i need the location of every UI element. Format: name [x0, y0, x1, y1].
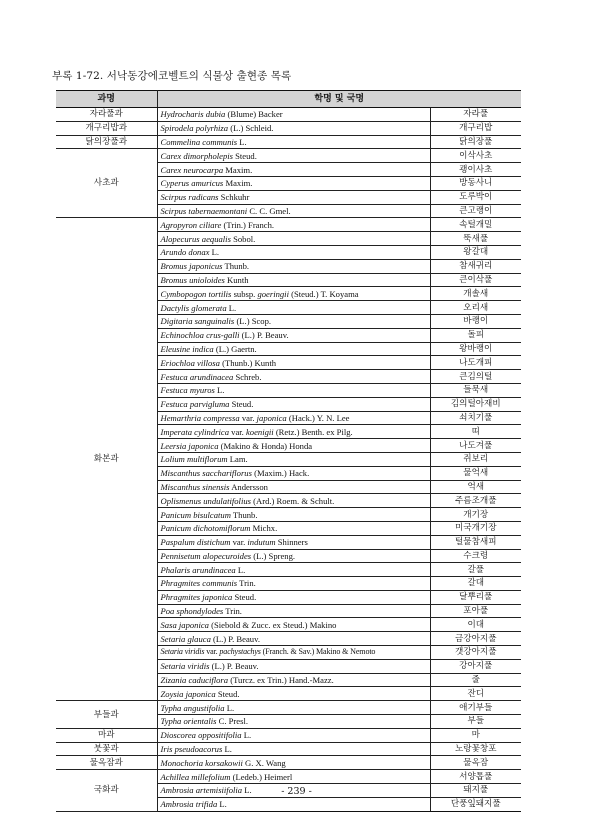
scientific-name-cell: [157, 452, 430, 466]
name-author: Andersson: [231, 481, 268, 492]
scientific-name-cell: [157, 328, 430, 342]
latin-binomial: Commelina communis: [160, 136, 238, 147]
scientific-name-cell: [157, 232, 430, 246]
latin-binomial: Scirpus radicans: [160, 192, 219, 203]
latin-binomial: Miscanthus sinensis: [160, 481, 230, 492]
name-author: subsp.: [233, 288, 256, 299]
latin-binomial: Carex neurocarpa: [160, 164, 224, 175]
family-name-cell: 화본과: [56, 218, 157, 701]
latin-binomial: Panicum bisulcatum: [160, 509, 231, 520]
latin-binomial: Cyperus amuricus: [160, 178, 224, 189]
family-column-header: 과명: [56, 91, 157, 108]
name-author: var.: [231, 426, 244, 437]
latin-binomial: Scirpus tabernaemontani: [160, 205, 248, 216]
latin-binomial: Leersia japonica: [160, 440, 219, 451]
name-author: G. X. Wang: [245, 757, 286, 768]
korean-name-cell: 물억새: [430, 466, 521, 480]
name-author: (Makino & Honda) Honda: [220, 440, 313, 451]
name-author: (Turcz. ex Trin.) Hand.-Mazz.: [230, 675, 334, 686]
name-author: (Steud.) T. Koyama: [291, 288, 359, 299]
korean-name-cell: 억새: [430, 480, 521, 494]
name-author: Steud.: [234, 592, 257, 603]
name-author: (L.) Scop.: [236, 316, 272, 327]
name-author: L.: [217, 385, 225, 396]
latin-binomial: Poa sphondylodes: [160, 606, 224, 617]
korean-name-cell: 개구리밥: [430, 121, 521, 135]
name-author: Maxim.: [225, 178, 253, 189]
name-author: var.: [206, 647, 218, 657]
korean-name-cell: 단풍잎돼지풀: [430, 797, 521, 811]
latin-binomial: Lolium multiflorum: [160, 454, 228, 465]
scientific-name-cell: [157, 797, 430, 811]
name-author: (L.) P. Beauv.: [211, 661, 259, 672]
latin-binomial: Typha orientalis: [160, 716, 217, 727]
name-author: L.: [228, 302, 237, 313]
name-author: L.: [224, 744, 232, 755]
scientific-name-cell: [157, 259, 430, 273]
scientific-name-cell: [157, 521, 430, 535]
scientific-name-cell: [157, 673, 430, 687]
table-row: [56, 728, 521, 742]
latin-binomial: Imperata cylindrica: [160, 426, 229, 437]
name-author: var.: [232, 537, 246, 548]
scientific-name-cell: [157, 397, 430, 411]
name-author: Schkuhr: [220, 192, 250, 203]
name-author: C. C. Gmel.: [249, 205, 291, 216]
scientific-name-cell: [157, 480, 430, 494]
name-author: Kunth: [227, 274, 249, 285]
name-author: Shinners: [277, 537, 308, 548]
scientific-name-cell: [157, 701, 430, 715]
name-author: (Blume) Backer: [227, 109, 283, 120]
latin-binomial: indutum: [247, 537, 276, 548]
latin-binomial: Achillea millefolium: [160, 771, 231, 782]
family-name-cell: 마과: [56, 728, 157, 742]
name-author: Thunb.: [232, 509, 258, 520]
korean-name-cell: 닭의장풀: [430, 135, 521, 149]
latin-binomial: Panicum dichotomiflorum: [160, 523, 251, 534]
name-author: (Siebold & Zucc. ex Steud.) Makino: [211, 619, 337, 630]
korean-name-cell: 갯강아지풀: [430, 646, 521, 660]
name-author: (L.) Spreng.: [253, 550, 296, 561]
korean-name-cell: 부들: [430, 715, 521, 729]
latin-binomial: pachystachys: [219, 647, 261, 657]
scientific-name-cell: [157, 163, 430, 177]
scientific-name-cell: [157, 121, 430, 135]
korean-name-cell: 나도겨풀: [430, 439, 521, 453]
name-author: L.: [219, 799, 227, 810]
table-row: [56, 135, 521, 149]
latin-binomial: Monochoria korsakowii: [160, 757, 243, 768]
name-column-header: 학명 및 국명: [157, 91, 521, 108]
name-author: (Hack.) Y. N. Lee: [288, 412, 350, 423]
name-author: L.: [226, 702, 235, 713]
scientific-name-cell: [157, 370, 430, 384]
korean-name-cell: 왕바랭이: [430, 342, 521, 356]
name-author: Steud.: [217, 688, 240, 699]
korean-name-cell: 참새귀리: [430, 259, 521, 273]
scientific-name-cell: [157, 108, 430, 122]
scientific-name-cell: [157, 715, 430, 729]
latin-binomial: Ambrosia artemisiifolia: [160, 785, 243, 796]
scientific-name-cell: [157, 659, 430, 673]
korean-name-cell: 속털개밀: [430, 218, 521, 232]
latin-binomial: Festuca myuros: [160, 385, 215, 396]
latin-binomial: Carex dimorpholepis: [160, 150, 233, 161]
latin-binomial: Phragmites japonica: [160, 592, 233, 603]
scientific-name-cell: [157, 563, 430, 577]
latin-binomial: Typha angustifolia: [160, 702, 225, 713]
korean-name-cell: 도루박이: [430, 190, 521, 204]
name-author: Schreb.: [235, 371, 262, 382]
korean-name-cell: 들묵새: [430, 383, 521, 397]
scientific-name-cell: [157, 287, 430, 301]
latin-binomial: Dactylis glomerata: [160, 302, 227, 313]
scientific-name-cell: [157, 742, 430, 756]
latin-binomial: goeringii: [257, 288, 289, 299]
korean-name-cell: 미국개기장: [430, 521, 521, 535]
korean-name-cell: 띠: [430, 425, 521, 439]
name-author: Sobol.: [233, 233, 256, 244]
korean-name-cell: 자라풀: [430, 108, 521, 122]
scientific-name-cell: [157, 301, 430, 315]
name-author: C. Presl.: [218, 716, 248, 727]
scientific-name-cell: [157, 756, 430, 770]
table-row: [56, 218, 521, 232]
scientific-name-cell: [157, 273, 430, 287]
korean-name-cell: 오리새: [430, 301, 521, 315]
table-row: [56, 149, 521, 163]
table-row: [56, 121, 521, 135]
latin-binomial: Hemarthria compressa: [160, 412, 240, 423]
korean-name-cell: 개기장: [430, 508, 521, 522]
scientific-name-cell: [157, 535, 430, 549]
page-number: - 239 -: [281, 786, 312, 797]
family-name-cell: 개구리밥과: [56, 121, 157, 135]
korean-name-cell: 줄: [430, 673, 521, 687]
latin-binomial: Paspalum distichum: [160, 537, 231, 548]
family-name-cell: 부들과: [56, 701, 157, 729]
latin-binomial: Echinochloa crus-galli: [160, 330, 240, 341]
name-author: L.: [211, 247, 219, 258]
family-name-cell: 사초과: [56, 149, 157, 218]
name-author: (L.) Gaertn.: [215, 343, 257, 354]
korean-name-cell: 괭이사초: [430, 163, 521, 177]
species-table-body: [56, 108, 521, 812]
korean-name-cell: 노랑꽃창포: [430, 742, 521, 756]
scientific-name-cell: [157, 314, 430, 328]
korean-name-cell: 금강아지풀: [430, 632, 521, 646]
scientific-name-cell: [157, 770, 430, 784]
name-author: Trin.: [239, 578, 256, 589]
name-author: L.: [239, 136, 247, 147]
scientific-name-cell: [157, 425, 430, 439]
scientific-name-cell: [157, 176, 430, 190]
scientific-name-cell: [157, 590, 430, 604]
scientific-name-cell: [157, 577, 430, 591]
latin-binomial: Eriochloa villosa: [160, 357, 220, 368]
name-author: (Maxim.) Hack.: [254, 468, 310, 479]
name-author: (Franch. & Sav.) Makino & Nemoto: [262, 647, 376, 657]
family-name-cell: 국화과: [56, 770, 157, 811]
scientific-name-cell: [157, 190, 430, 204]
name-author: (Ard.) Roem. & Schult.: [253, 495, 335, 506]
scientific-name-cell: [157, 149, 430, 163]
korean-name-cell: 포아풀: [430, 604, 521, 618]
korean-name-cell: 애기부들: [430, 701, 521, 715]
table-row: [56, 770, 521, 784]
latin-binomial: Arundo donax: [160, 247, 210, 258]
scientific-name-cell: [157, 342, 430, 356]
scientific-name-cell: [157, 687, 430, 701]
latin-binomial: Eleusine indica: [160, 343, 214, 354]
latin-binomial: Alopecurus aequalis: [160, 233, 231, 244]
scientific-name-cell: [157, 411, 430, 425]
latin-binomial: Festuca parvigluma: [160, 399, 230, 410]
name-author: (Retz.) Benth. ex Pilg.: [275, 426, 353, 437]
family-name-cell: 물옥잠과: [56, 756, 157, 770]
family-name-cell: 자라풀과: [56, 108, 157, 122]
korean-name-cell: 수크령: [430, 549, 521, 563]
table-row: [56, 108, 521, 122]
latin-binomial: Agropyron ciliare: [160, 219, 222, 230]
korean-name-cell: 나도개피: [430, 356, 521, 370]
name-author: Steud.: [231, 399, 254, 410]
scientific-name-cell: [157, 383, 430, 397]
table-row: [56, 756, 521, 770]
name-author: Trin.: [225, 606, 242, 617]
korean-name-cell: 털물참새피: [430, 535, 521, 549]
korean-name-cell: 달뿌리풀: [430, 590, 521, 604]
latin-binomial: Festuca arundinacea: [160, 371, 234, 382]
scientific-name-cell: [157, 439, 430, 453]
scientific-name-cell: [157, 356, 430, 370]
latin-binomial: Setaria viridis: [160, 661, 210, 672]
latin-binomial: Zizania caduciflora: [160, 675, 229, 686]
latin-binomial: Phalaris arundinacea: [160, 564, 236, 575]
latin-binomial: Phragmites communis: [160, 578, 238, 589]
name-author: Thunb.: [224, 261, 250, 272]
species-table: [56, 90, 521, 812]
korean-name-cell: 서양톱풀: [430, 770, 521, 784]
scientific-name-cell: [157, 549, 430, 563]
korean-name-cell: 큰고랭이: [430, 204, 521, 218]
scientific-name-cell: [157, 494, 430, 508]
latin-binomial: Hydrocharis dubia: [160, 109, 226, 120]
latin-binomial: japonica: [256, 412, 287, 423]
name-author: Steud.: [235, 150, 257, 161]
korean-name-cell: 쇠치기풀: [430, 411, 521, 425]
latin-binomial: Digitaria sanguinalis: [160, 316, 235, 327]
latin-binomial: Cymbopogon tortilis: [160, 288, 232, 299]
name-author: (L.) P. Beauv.: [241, 330, 289, 341]
latin-binomial: Pennisetum alopecuroides: [160, 550, 252, 561]
korean-name-cell: 주름조개풀: [430, 494, 521, 508]
korean-name-cell: 왕갈대: [430, 245, 521, 259]
korean-name-cell: 뚝새풀: [430, 232, 521, 246]
latin-binomial: Ambrosia trifida: [160, 799, 218, 810]
name-author: L.: [244, 785, 252, 796]
name-author: var.: [241, 412, 255, 423]
table-caption: 부록 1-72. 서낙동강에코벨트의 식물상 출현종 목록: [52, 70, 292, 82]
table-row: [56, 742, 521, 756]
latin-binomial: koenigii: [245, 426, 274, 437]
latin-binomial: Miscanthus sacchariflorus: [160, 468, 252, 479]
latin-binomial: Sasa japonica: [160, 619, 209, 630]
scientific-name-cell: [157, 618, 430, 632]
name-author: Lam.: [229, 454, 248, 465]
korean-name-cell: 큰김의털: [430, 370, 521, 384]
korean-name-cell: 쥐보리: [430, 452, 521, 466]
latin-binomial: Setaria viridis: [160, 647, 205, 657]
korean-name-cell: 돼지풀: [430, 784, 521, 798]
korean-name-cell: 강아지풀: [430, 659, 521, 673]
korean-name-cell: 김의털아재비: [430, 397, 521, 411]
latin-binomial: Iris pseudoacorus: [160, 744, 223, 755]
latin-binomial: Setaria glauca: [160, 633, 211, 644]
korean-name-cell: 바랭이: [430, 314, 521, 328]
name-author: Michx.: [252, 523, 278, 534]
korean-name-cell: 물옥잠: [430, 756, 521, 770]
korean-name-cell: 갈풀: [430, 563, 521, 577]
latin-binomial: Dioscorea oppositifolia: [160, 730, 242, 741]
name-author: (Trin.) Franch.: [223, 219, 275, 230]
name-author: L.: [237, 564, 246, 575]
family-name-cell: 닭의장풀과: [56, 135, 157, 149]
korean-name-cell: 개솔새: [430, 287, 521, 301]
scientific-name-cell: [157, 204, 430, 218]
korean-name-cell: 잔디: [430, 687, 521, 701]
scientific-name-cell: [157, 646, 430, 660]
name-author: (L.) Schleid.: [230, 123, 274, 134]
korean-name-cell: 큰이삭풀: [430, 273, 521, 287]
table-header-row: [56, 91, 521, 108]
name-author: (L.) P. Beauv.: [213, 633, 260, 644]
latin-binomial: Bromus japonicus: [160, 261, 223, 272]
korean-name-cell: 이대: [430, 618, 521, 632]
scientific-name-cell: [157, 632, 430, 646]
latin-binomial: Spirodela polyrhiza: [160, 123, 229, 134]
name-author: L.: [243, 730, 252, 741]
korean-name-cell: 마: [430, 728, 521, 742]
latin-binomial: Oplismenus undulatifolius: [160, 495, 251, 506]
scientific-name-cell: [157, 728, 430, 742]
scientific-name-cell: [157, 245, 430, 259]
scientific-name-cell: [157, 508, 430, 522]
latin-binomial: Bromus unioloides: [160, 274, 225, 285]
family-name-cell: 붓꽃과: [56, 742, 157, 756]
korean-name-cell: 방동사니: [430, 176, 521, 190]
scientific-name-cell: [157, 135, 430, 149]
korean-name-cell: 이삭사초: [430, 149, 521, 163]
name-author: (Ledeb.) Heimerl: [232, 771, 293, 782]
name-author: Maxim.: [225, 164, 253, 175]
name-author: (Thunb.) Kunth: [222, 357, 277, 368]
korean-name-cell: 갈대: [430, 577, 521, 591]
table-row: [56, 701, 521, 715]
scientific-name-cell: [157, 218, 430, 232]
scientific-name-cell: [157, 466, 430, 480]
korean-name-cell: 돌피: [430, 328, 521, 342]
scientific-name-cell: [157, 604, 430, 618]
latin-binomial: Zoysia japonica: [160, 688, 216, 699]
